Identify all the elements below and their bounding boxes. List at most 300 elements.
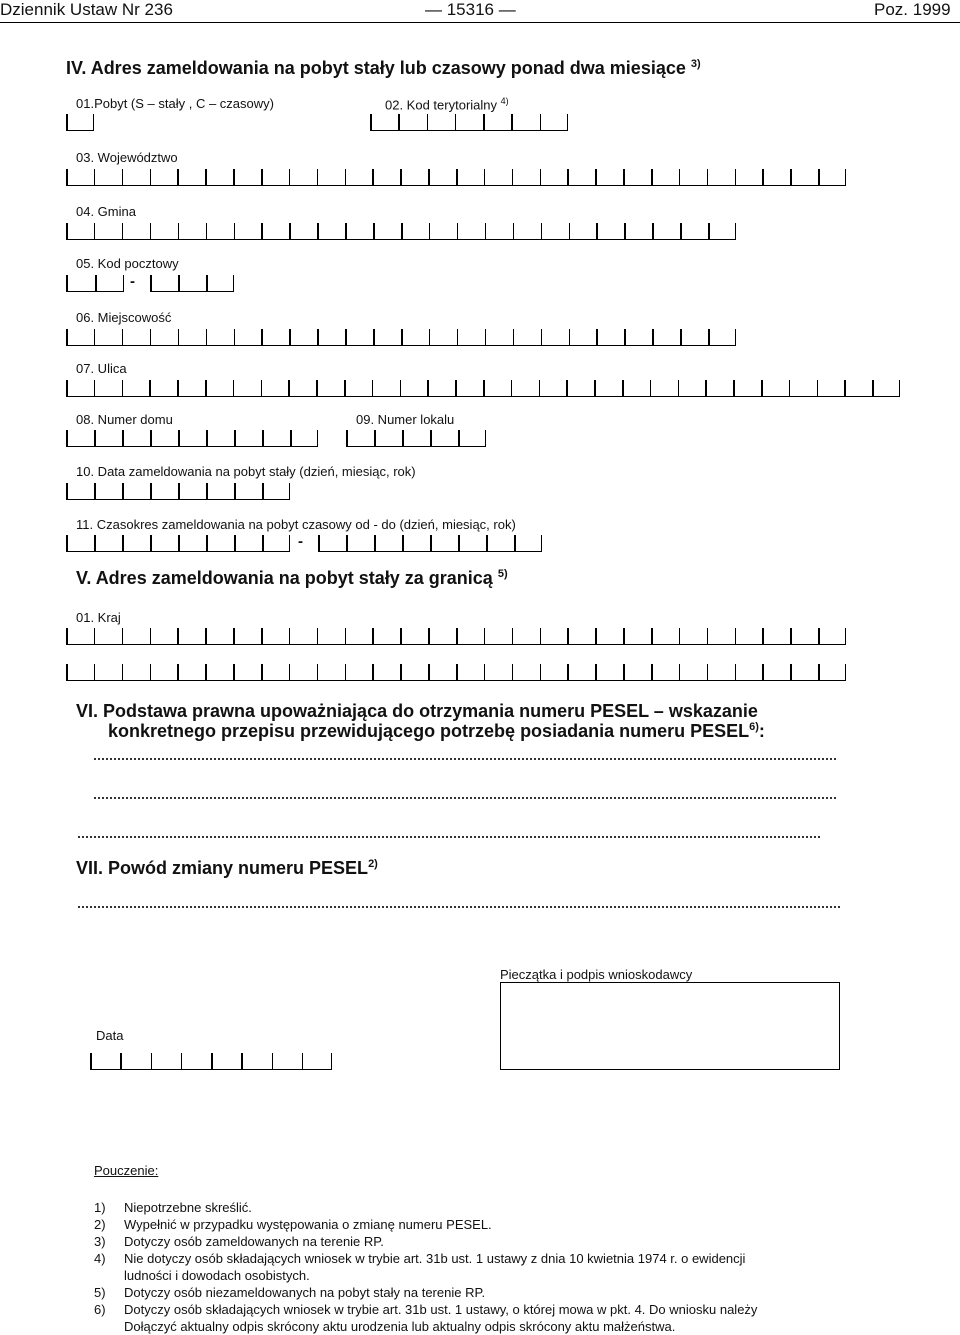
box-divider (317, 223, 319, 239)
box-divider (66, 535, 68, 551)
box-divider (790, 169, 792, 185)
box-divider (317, 169, 319, 185)
postal-code-dash: - (130, 273, 135, 290)
field-01-label: 01.Pobyt (S – stały , C – czasowy) (76, 96, 274, 111)
box-divider (317, 329, 319, 345)
box-divider (150, 223, 152, 239)
box-divider (178, 430, 180, 446)
box-divider (569, 329, 571, 345)
box-divider (458, 430, 460, 446)
registration-date-boxes[interactable] (66, 481, 290, 500)
box-divider (94, 483, 96, 499)
box-divider (289, 483, 291, 499)
box-divider (151, 1053, 153, 1069)
box-divider (430, 535, 432, 551)
city-boxes[interactable] (66, 327, 736, 346)
field-07-label: 07. Ulica (76, 361, 127, 376)
box-divider (66, 169, 68, 185)
box-divider (539, 380, 541, 396)
instruction-number: 4) (94, 1251, 106, 1266)
box-divider (66, 275, 68, 291)
box-divider (595, 664, 597, 680)
box-divider (317, 628, 319, 644)
box-divider (650, 380, 652, 396)
box-divider (345, 329, 347, 345)
box-divider (707, 169, 709, 185)
box-divider (566, 380, 568, 396)
box-divider (456, 664, 458, 680)
date-label: Data (96, 1028, 124, 1043)
box-divider (400, 628, 402, 644)
box-divider (845, 628, 847, 644)
box-divider (122, 329, 124, 345)
box-divider (652, 329, 654, 345)
box-divider (400, 664, 402, 680)
box-divider (735, 664, 737, 680)
box-divider (150, 169, 152, 185)
box-divider (818, 628, 820, 644)
signature-label: Pieczątka i podpis wnioskodawcy (500, 967, 693, 982)
box-divider (374, 430, 376, 446)
box-divider (94, 535, 96, 551)
box-divider (302, 1053, 304, 1069)
box-divider (707, 664, 709, 680)
box-divider (678, 380, 680, 396)
country-boxes-row1[interactable] (66, 626, 846, 645)
reason-line[interactable] (78, 906, 840, 908)
box-divider (261, 169, 263, 185)
legal-basis-line-2[interactable] (94, 797, 836, 799)
box-divider (624, 329, 626, 345)
field-05-label: 05. Kod pocztowy (76, 256, 179, 271)
box-divider (679, 664, 681, 680)
box-divider (272, 1053, 274, 1069)
instruction-item (94, 1301, 894, 1318)
box-divider (762, 628, 764, 644)
signature-box[interactable] (500, 982, 840, 1070)
box-divider (762, 664, 764, 680)
municipality-boxes[interactable] (66, 221, 736, 240)
box-divider (735, 628, 737, 644)
box-divider (512, 169, 514, 185)
box-divider (652, 223, 654, 239)
box-divider (94, 430, 96, 446)
box-divider (457, 223, 459, 239)
instructions-list (94, 1199, 894, 1335)
temporary-from-date-boxes[interactable] (66, 533, 290, 552)
box-divider (262, 483, 264, 499)
box-divider (458, 535, 460, 551)
box-divider (374, 535, 376, 551)
box-divider (540, 664, 542, 680)
box-divider (623, 628, 625, 644)
box-divider (429, 223, 431, 239)
box-divider (345, 628, 347, 644)
section-iv-title: IV. Adres zameldowania na pobyt stały lub czasowy ponad dwa miesiące $^{3)}$ (66, 58, 701, 78)
instruction-number: 6) (94, 1302, 106, 1317)
box-divider (181, 1053, 183, 1069)
box-divider (316, 380, 318, 396)
box-divider (594, 380, 596, 396)
box-divider (789, 380, 791, 396)
box-divider (150, 628, 152, 644)
box-divider (456, 628, 458, 644)
box-divider (427, 380, 429, 396)
box-divider (680, 329, 682, 345)
instruction-item (94, 1233, 894, 1250)
box-divider (234, 483, 236, 499)
box-divider (177, 664, 179, 680)
box-divider (512, 664, 514, 680)
box-divider (233, 169, 235, 185)
box-divider (122, 430, 124, 446)
field-08-label: 08. Numer domu (76, 412, 173, 427)
box-divider (150, 275, 152, 291)
box-divider (178, 223, 180, 239)
box-divider (211, 1053, 213, 1069)
box-divider (233, 380, 235, 396)
box-divider (761, 380, 763, 396)
box-divider (486, 535, 488, 551)
section-vi-title-line2: konkretnego przepisu przewidującego potrzebę posiadania numeru PESEL$^{6)}$: (108, 721, 765, 741)
box-divider (205, 628, 207, 644)
box-divider (540, 628, 542, 644)
box-divider (428, 628, 430, 644)
box-divider (485, 430, 487, 446)
instruction-number: 5) (94, 1285, 106, 1300)
box-divider (206, 329, 208, 345)
box-divider (899, 380, 901, 396)
box-divider (790, 664, 792, 680)
box-divider (178, 483, 180, 499)
box-divider (289, 169, 291, 185)
box-divider (346, 430, 348, 446)
box-divider (370, 114, 372, 130)
box-divider (513, 223, 515, 239)
box-divider (262, 535, 264, 551)
postal-code-part1-boxes[interactable] (66, 273, 124, 292)
temporary-to-date-boxes[interactable] (318, 533, 542, 552)
box-divider (540, 114, 542, 130)
box-divider (541, 329, 543, 345)
box-divider (331, 1053, 333, 1069)
box-divider (345, 169, 347, 185)
box-divider (234, 223, 236, 239)
box-divider (66, 483, 68, 499)
box-divider (596, 223, 598, 239)
box-divider (569, 223, 571, 239)
temporary-date-dash: - (298, 533, 303, 550)
box-divider (484, 628, 486, 644)
section-vii-title: VII. Powód zmiany numeru PESEL$^{2)}$ (76, 858, 378, 878)
header-rule (0, 22, 960, 23)
instruction-number: 1) (94, 1200, 106, 1215)
section-v-title: V. Adres zameldowania na pobyt stały za granicą $^{5)}$ (76, 568, 508, 588)
box-divider (206, 430, 208, 446)
box-divider (818, 664, 820, 680)
box-divider (372, 628, 374, 644)
instruction-text: Dotyczy osób zameldowanych na terenie RP. (124, 1234, 384, 1249)
box-divider (66, 430, 68, 446)
box-divider (623, 664, 625, 680)
box-divider (290, 430, 292, 446)
box-divider (373, 329, 375, 345)
box-divider (241, 1053, 243, 1069)
box-divider (289, 535, 291, 551)
box-divider (428, 664, 430, 680)
box-divider (205, 664, 207, 680)
country-boxes-row2[interactable] (66, 662, 846, 681)
box-divider (178, 535, 180, 551)
box-divider (66, 223, 68, 239)
box-divider (651, 628, 653, 644)
box-divider (178, 329, 180, 345)
instruction-text: Niepotrzebne skreślić. (124, 1200, 252, 1215)
box-divider (790, 628, 792, 644)
box-divider (120, 1053, 122, 1069)
box-divider (485, 223, 487, 239)
box-divider (540, 169, 542, 185)
box-divider (234, 535, 236, 551)
box-divider (735, 223, 737, 239)
box-divider (513, 329, 515, 345)
instruction-item (94, 1267, 894, 1284)
journal-name: Dziennik Ustaw Nr 236 (0, 0, 173, 19)
box-divider (401, 223, 403, 239)
legal-basis-line-1[interactable] (94, 758, 836, 760)
box-divider (123, 275, 125, 291)
box-divider (455, 114, 457, 130)
box-divider (398, 114, 400, 130)
box-divider (623, 169, 625, 185)
box-divider (595, 628, 597, 644)
box-divider (150, 483, 152, 499)
box-divider (93, 114, 95, 130)
box-divider (596, 329, 598, 345)
box-divider (735, 169, 737, 185)
house-number-boxes[interactable] (66, 428, 318, 447)
field-03-label: 03. Województwo (76, 150, 178, 165)
box-divider (122, 380, 124, 396)
box-divider (205, 169, 207, 185)
field-04-label: 04. Gmina (76, 204, 136, 219)
box-divider (262, 430, 264, 446)
instruction-text: Wypełnić w przypadku występowania o zmianę numeru PESEL. (124, 1217, 492, 1232)
box-divider (261, 329, 263, 345)
box-divider (233, 628, 235, 644)
box-divider (122, 223, 124, 239)
instruction-number: 2) (94, 1217, 106, 1232)
instruction-item (94, 1284, 894, 1301)
box-divider (567, 114, 569, 130)
box-divider (261, 380, 263, 396)
box-divider (66, 380, 68, 396)
box-divider (427, 114, 429, 130)
box-divider (94, 380, 96, 396)
box-divider (428, 169, 430, 185)
box-divider (150, 329, 152, 345)
instruction-number: 3) (94, 1234, 106, 1249)
box-divider (94, 628, 96, 644)
box-divider (318, 535, 320, 551)
field-09-label: 09. Numer lokalu (356, 412, 455, 427)
territorial-code-boxes[interactable] (370, 112, 568, 131)
box-divider (707, 628, 709, 644)
instruction-item (94, 1216, 894, 1233)
box-divider (344, 380, 346, 396)
box-divider (514, 535, 516, 551)
box-divider (456, 169, 458, 185)
box-divider (122, 169, 124, 185)
box-divider (122, 628, 124, 644)
box-divider (289, 329, 291, 345)
box-divider (345, 664, 347, 680)
instruction-text: Nie dotyczy osób składających wniosek w trybie art. 31b ust. 1 ustawy z dnia 10 kwietnia 1974 r. o ewidencji (124, 1251, 746, 1266)
box-divider (289, 628, 291, 644)
instruction-text: Dołączyć aktualny odpis skrócony aktu urodzenia lub aktualny odpis skrócony aktu małżeństwa. (124, 1319, 676, 1334)
box-divider (206, 483, 208, 499)
box-divider (289, 664, 291, 680)
box-divider (90, 1053, 92, 1069)
box-divider (483, 114, 485, 130)
box-divider (373, 223, 375, 239)
box-divider (484, 169, 486, 185)
box-divider (94, 329, 96, 345)
date-boxes[interactable] (90, 1051, 332, 1070)
box-divider (817, 380, 819, 396)
box-divider (95, 275, 97, 291)
box-divider (261, 628, 263, 644)
box-divider (624, 223, 626, 239)
box-divider (845, 664, 847, 680)
residence-type-box[interactable] (66, 112, 94, 131)
box-divider (206, 535, 208, 551)
field-10-label: 10. Data zameldowania na pobyt stały (dzień, miesiąc, rok) (76, 464, 416, 479)
box-divider (177, 169, 179, 185)
box-divider (233, 275, 235, 291)
box-divider (402, 535, 404, 551)
box-divider (317, 664, 319, 680)
box-divider (178, 275, 180, 291)
voivodeship-boxes[interactable] (66, 167, 846, 186)
instructions-title: Pouczenie: (94, 1163, 159, 1178)
section-vi-title-line1: VI. Podstawa prawna upoważniająca do otrzymania numeru PESEL – wskazanie (76, 701, 758, 721)
box-divider (94, 223, 96, 239)
box-divider (872, 380, 874, 396)
box-divider (177, 380, 179, 396)
box-divider (455, 380, 457, 396)
box-divider (622, 380, 624, 396)
box-divider (484, 664, 486, 680)
box-divider (150, 664, 152, 680)
box-divider (206, 275, 208, 291)
postal-code-part2-boxes[interactable] (150, 273, 234, 292)
box-divider (679, 169, 681, 185)
instruction-item (94, 1199, 894, 1216)
box-divider (845, 169, 847, 185)
instruction-text: Dotyczy osób składających wniosek w trybie art. 31b ust. 1 ustawy, o której mowa w pkt. 4. Do wniosku należy (124, 1302, 758, 1317)
box-divider (94, 664, 96, 680)
box-divider (233, 664, 235, 680)
box-divider (372, 664, 374, 680)
box-divider (261, 664, 263, 680)
box-divider (66, 628, 68, 644)
box-divider (150, 535, 152, 551)
box-divider (402, 430, 404, 446)
box-divider (122, 483, 124, 499)
box-divider (149, 380, 151, 396)
field-02-label: 02. Kod terytorialny $^{4)}$ (385, 96, 509, 113)
field-11-label: 11. Czasokres zameldowania na pobyt czasowy od - do (dzień, miesiąc, rok) (76, 517, 516, 532)
box-divider (735, 329, 737, 345)
box-divider (708, 329, 710, 345)
instruction-text: Dotyczy osób niezameldowanych na pobyt stały na terenie RP. (124, 1285, 486, 1300)
box-divider (511, 114, 513, 130)
box-divider (844, 380, 846, 396)
box-divider (651, 169, 653, 185)
box-divider (679, 628, 681, 644)
box-divider (511, 380, 513, 396)
box-divider (372, 380, 374, 396)
box-divider (567, 664, 569, 680)
box-divider (401, 329, 403, 345)
box-divider (733, 380, 735, 396)
box-divider (66, 664, 68, 680)
box-divider (483, 380, 485, 396)
box-divider (485, 329, 487, 345)
box-divider (288, 380, 290, 396)
instruction-item (94, 1250, 894, 1267)
instruction-item (94, 1318, 894, 1335)
box-divider (150, 430, 152, 446)
box-divider (66, 114, 68, 130)
legal-basis-line-3[interactable] (78, 836, 820, 838)
box-divider (66, 329, 68, 345)
box-divider (234, 430, 236, 446)
box-divider (457, 329, 459, 345)
box-divider (400, 169, 402, 185)
box-divider (372, 169, 374, 185)
street-boxes[interactable] (66, 378, 900, 397)
box-divider (567, 628, 569, 644)
box-divider (261, 223, 263, 239)
box-divider (429, 329, 431, 345)
box-divider (122, 664, 124, 680)
box-divider (289, 223, 291, 239)
box-divider (818, 169, 820, 185)
box-divider (541, 223, 543, 239)
box-divider (430, 430, 432, 446)
box-divider (234, 329, 236, 345)
box-divider (400, 380, 402, 396)
box-divider (595, 169, 597, 185)
box-divider (317, 430, 319, 446)
box-divider (651, 664, 653, 680)
instruction-text: ludności i dowodach osobistych. (124, 1268, 310, 1283)
country-label: 01. Kraj (76, 610, 121, 625)
box-divider (177, 628, 179, 644)
box-divider (541, 535, 543, 551)
position-number: Poz. 1999 (874, 0, 951, 19)
box-divider (122, 535, 124, 551)
box-divider (705, 380, 707, 396)
box-divider (762, 169, 764, 185)
box-divider (512, 628, 514, 644)
apartment-number-boxes[interactable] (346, 428, 486, 447)
box-divider (346, 535, 348, 551)
box-divider (680, 223, 682, 239)
page-number: — 15316 — (425, 0, 516, 19)
